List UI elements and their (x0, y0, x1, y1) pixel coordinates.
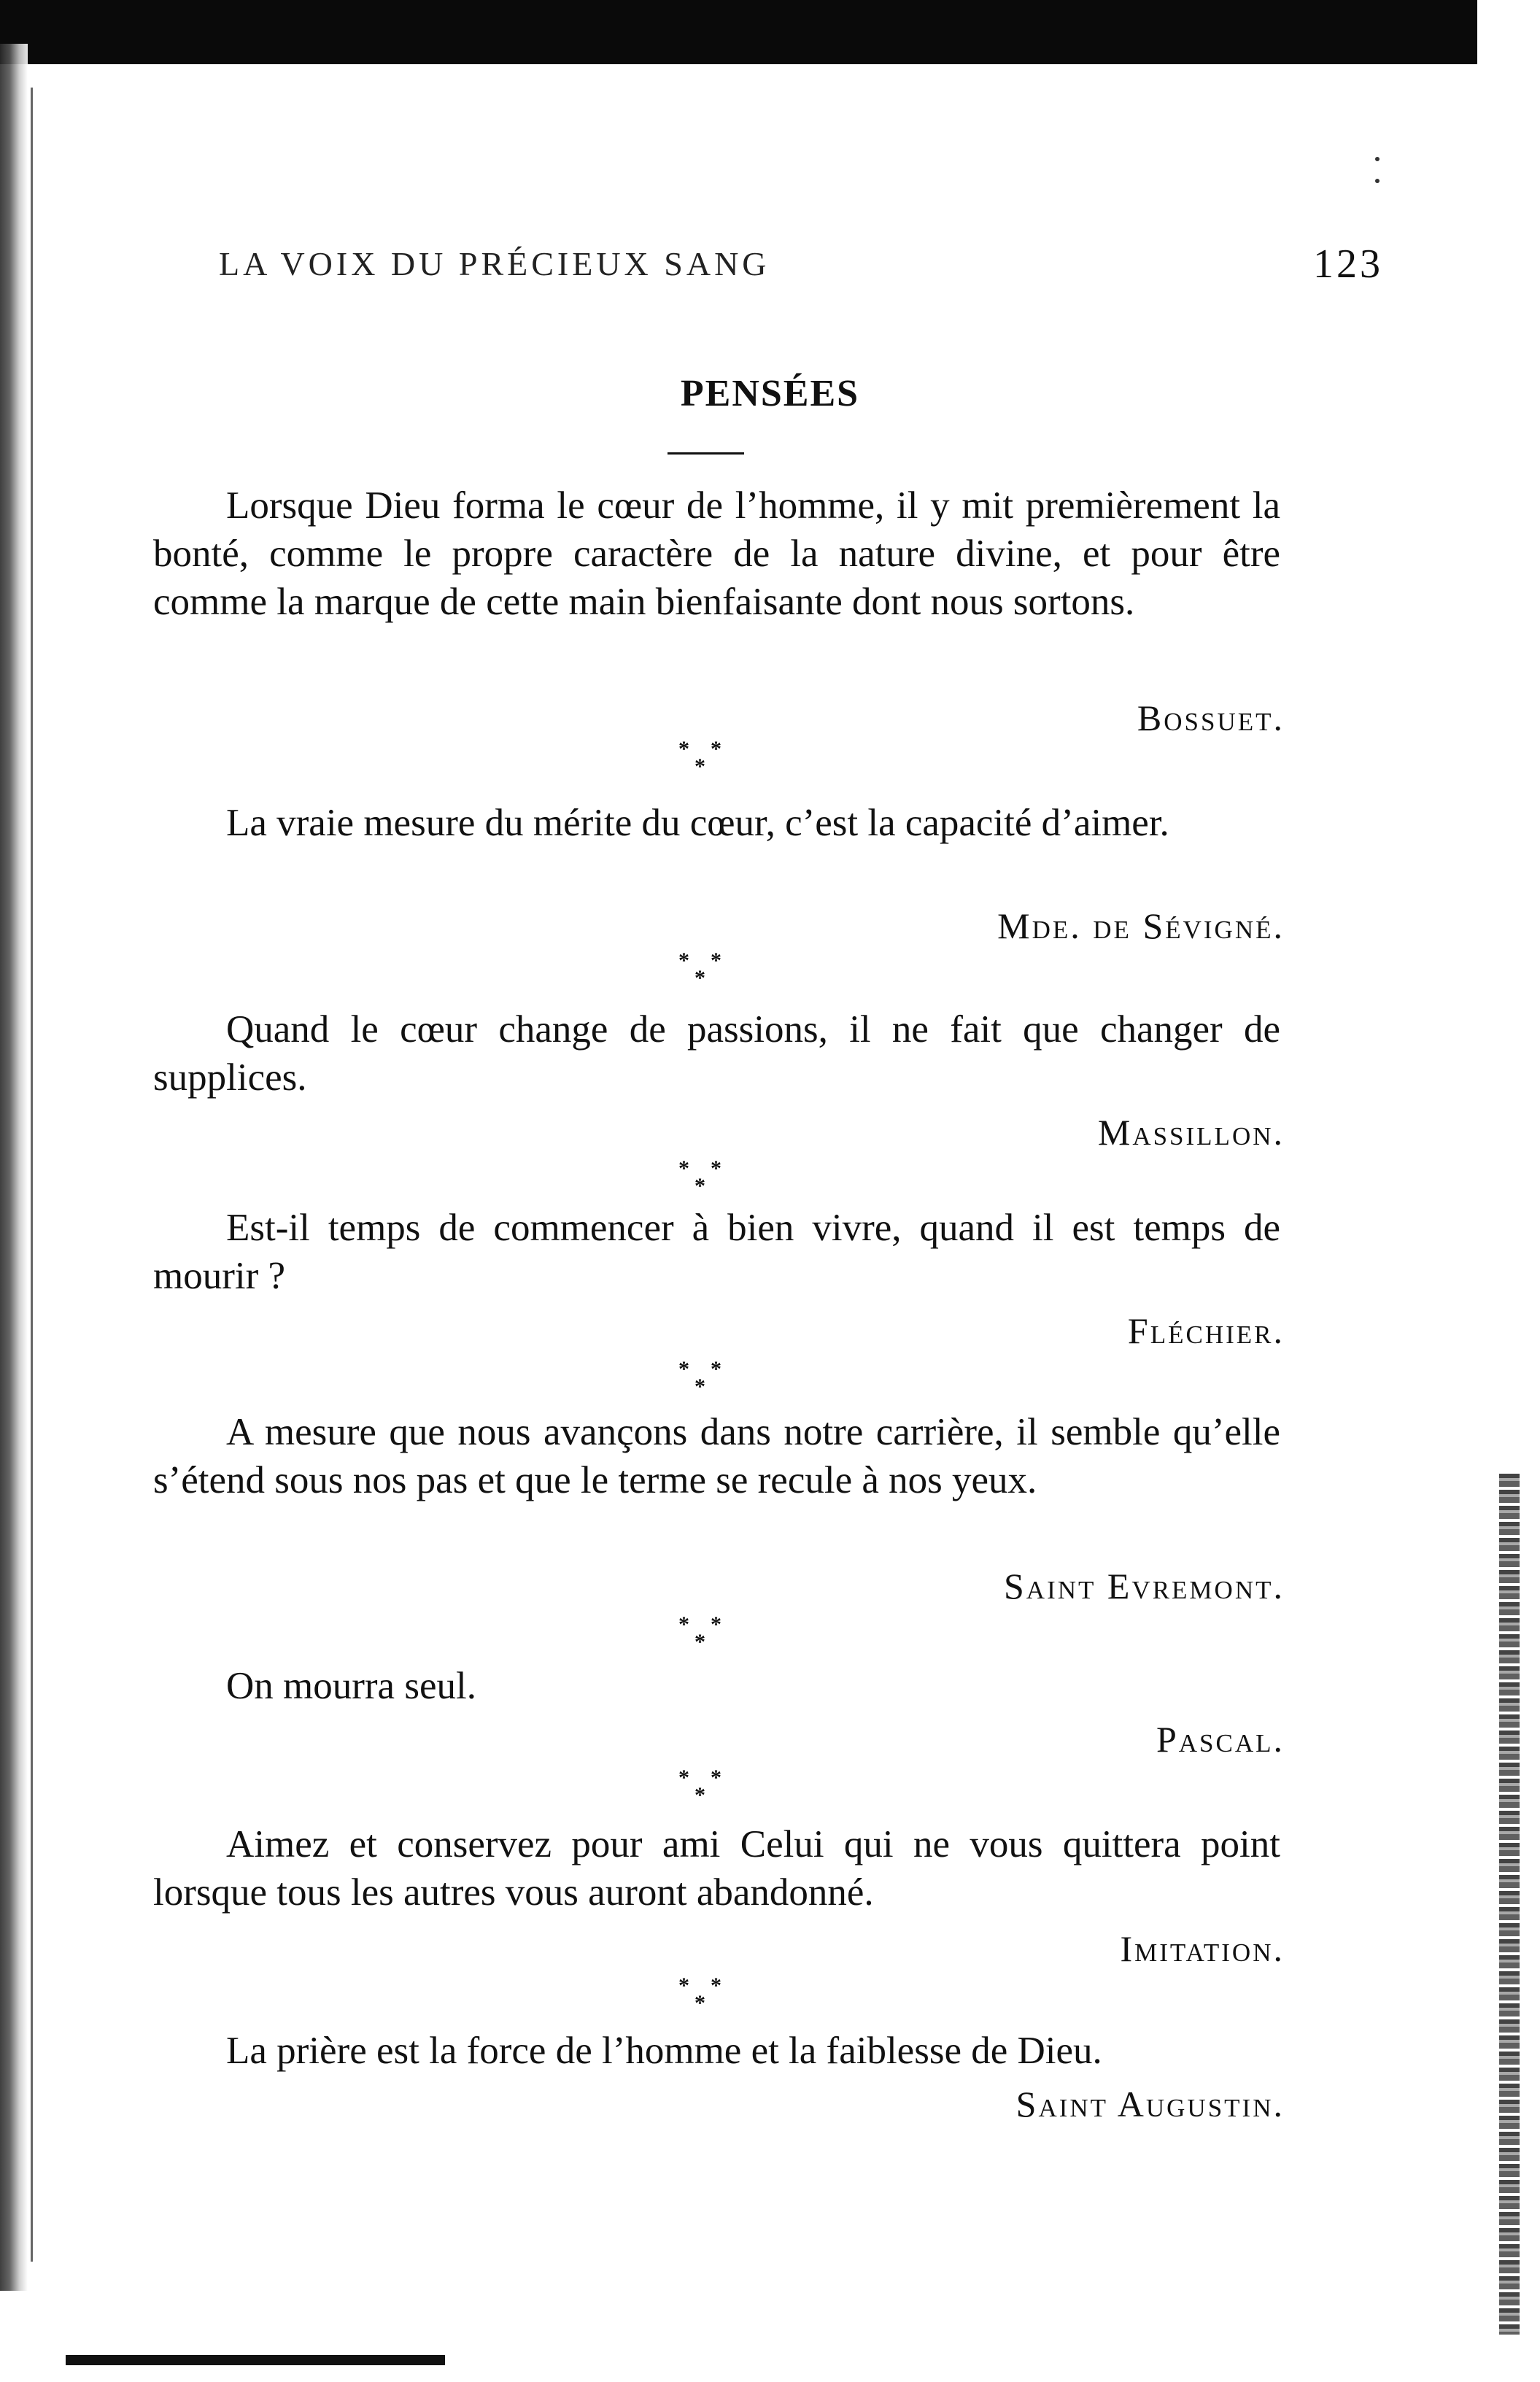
thought-text: A mesure que nous avançons dans notre carrière, il semble qu’elle s’étend sous nos pas et que le terme se recule à nos yeux. (153, 1411, 1280, 1501)
running-head: LA VOIX DU PRÉCIEUX SANG (219, 245, 770, 282)
asterism-separator: * * * (678, 1357, 721, 1399)
page-title: PENSÉES (680, 373, 860, 414)
scan-speck (1375, 179, 1380, 183)
title-rule (668, 452, 744, 455)
thought-author: Pascal. (1156, 1719, 1285, 1760)
thought-author: Massillon. (1097, 1112, 1285, 1153)
asterism-separator: * * * (678, 1766, 721, 1807)
thought-text: Quand le cœur change de passions, il ne fait que changer de supplices. (153, 1008, 1280, 1099)
thought-text: La vraie mesure du mérite du cœur, c’est la capacité d’aimer. (226, 802, 1169, 844)
thought-text: Aimez et conservez pour ami Celui qui ne vous quittera point lorsque tous les autres vous auront abandonné. (153, 1823, 1280, 1914)
asterism-separator: * * * (678, 1973, 721, 2015)
thought-author: Fléchier. (1127, 1310, 1285, 1351)
asterism-separator: * * * (678, 948, 721, 990)
scan-top-border (0, 0, 1477, 64)
thought-text: La prière est la force de l’homme et la faiblesse de Dieu. (226, 2030, 1102, 2072)
thought-author: Mde. de Sévigné. (997, 905, 1285, 946)
page-number: 123 (1313, 241, 1383, 287)
thought-author: Imitation. (1120, 1928, 1285, 1969)
scan-right-edge-noise (1499, 1474, 1520, 2335)
thought-author: Saint Evremont. (1004, 1566, 1285, 1606)
asterism-separator: * * * (678, 737, 721, 778)
asterism-separator: * * * (678, 1612, 721, 1654)
scan-speck (1375, 157, 1380, 161)
thought-text: On mourra seul. (226, 1665, 476, 1707)
thought-author: Bossuet. (1137, 697, 1285, 738)
asterism-separator: * * * (678, 1156, 721, 1198)
thought-text: Est-il temps de commencer à bien vivre, quand il est temps de mourir ? (153, 1207, 1280, 1297)
scan-bottom-mark (66, 2355, 445, 2365)
thought-author: Saint Augustin. (1015, 2084, 1285, 2124)
thought-text: Lorsque Dieu forma le cœur de l’homme, il y mit premièrement la bonté, comme le propre caractère de la nature divine, et pour être comme la marque de cette main bienfaisante dont nous sortons. (153, 484, 1280, 623)
